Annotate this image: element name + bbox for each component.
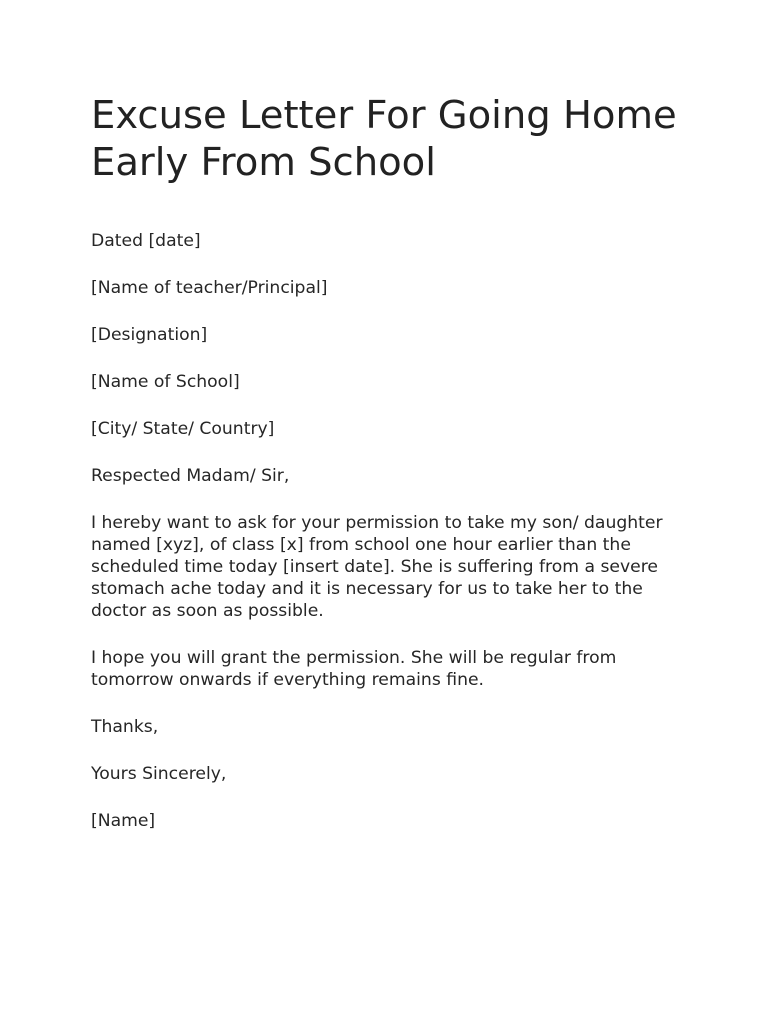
date-line: Dated [date] — [91, 231, 201, 251]
recipient-name: [Name of teacher/Principal] — [91, 278, 328, 298]
salutation: Respected Madam/ Sir, — [91, 466, 290, 486]
closing-line: Yours Sincerely, — [91, 764, 227, 784]
recipient-designation: [Designation] — [91, 325, 208, 345]
thanks-line: Thanks, — [91, 717, 159, 737]
school-location: [City/ State/ Country] — [91, 419, 275, 439]
signature-name: [Name] — [91, 811, 156, 831]
body-paragraph-2: I hope you will grant the permission. She will be regular from tomorrow onwards if everything remains fine. — [91, 648, 617, 690]
school-name: [Name of School] — [91, 372, 240, 392]
body-paragraph-1: I hereby want to ask for your permission to take my son/ daughter named [xyz], of class [x] from school one hour earlier than the scheduled time today [insert date]. She is suffering from a severe stomach ache today and it is necessary for us to take her to the doctor as soon as possible. — [91, 513, 663, 621]
letter-title: Excuse Letter For Going Home Early From School — [91, 93, 677, 185]
letter-page — [91, 92, 691, 857]
